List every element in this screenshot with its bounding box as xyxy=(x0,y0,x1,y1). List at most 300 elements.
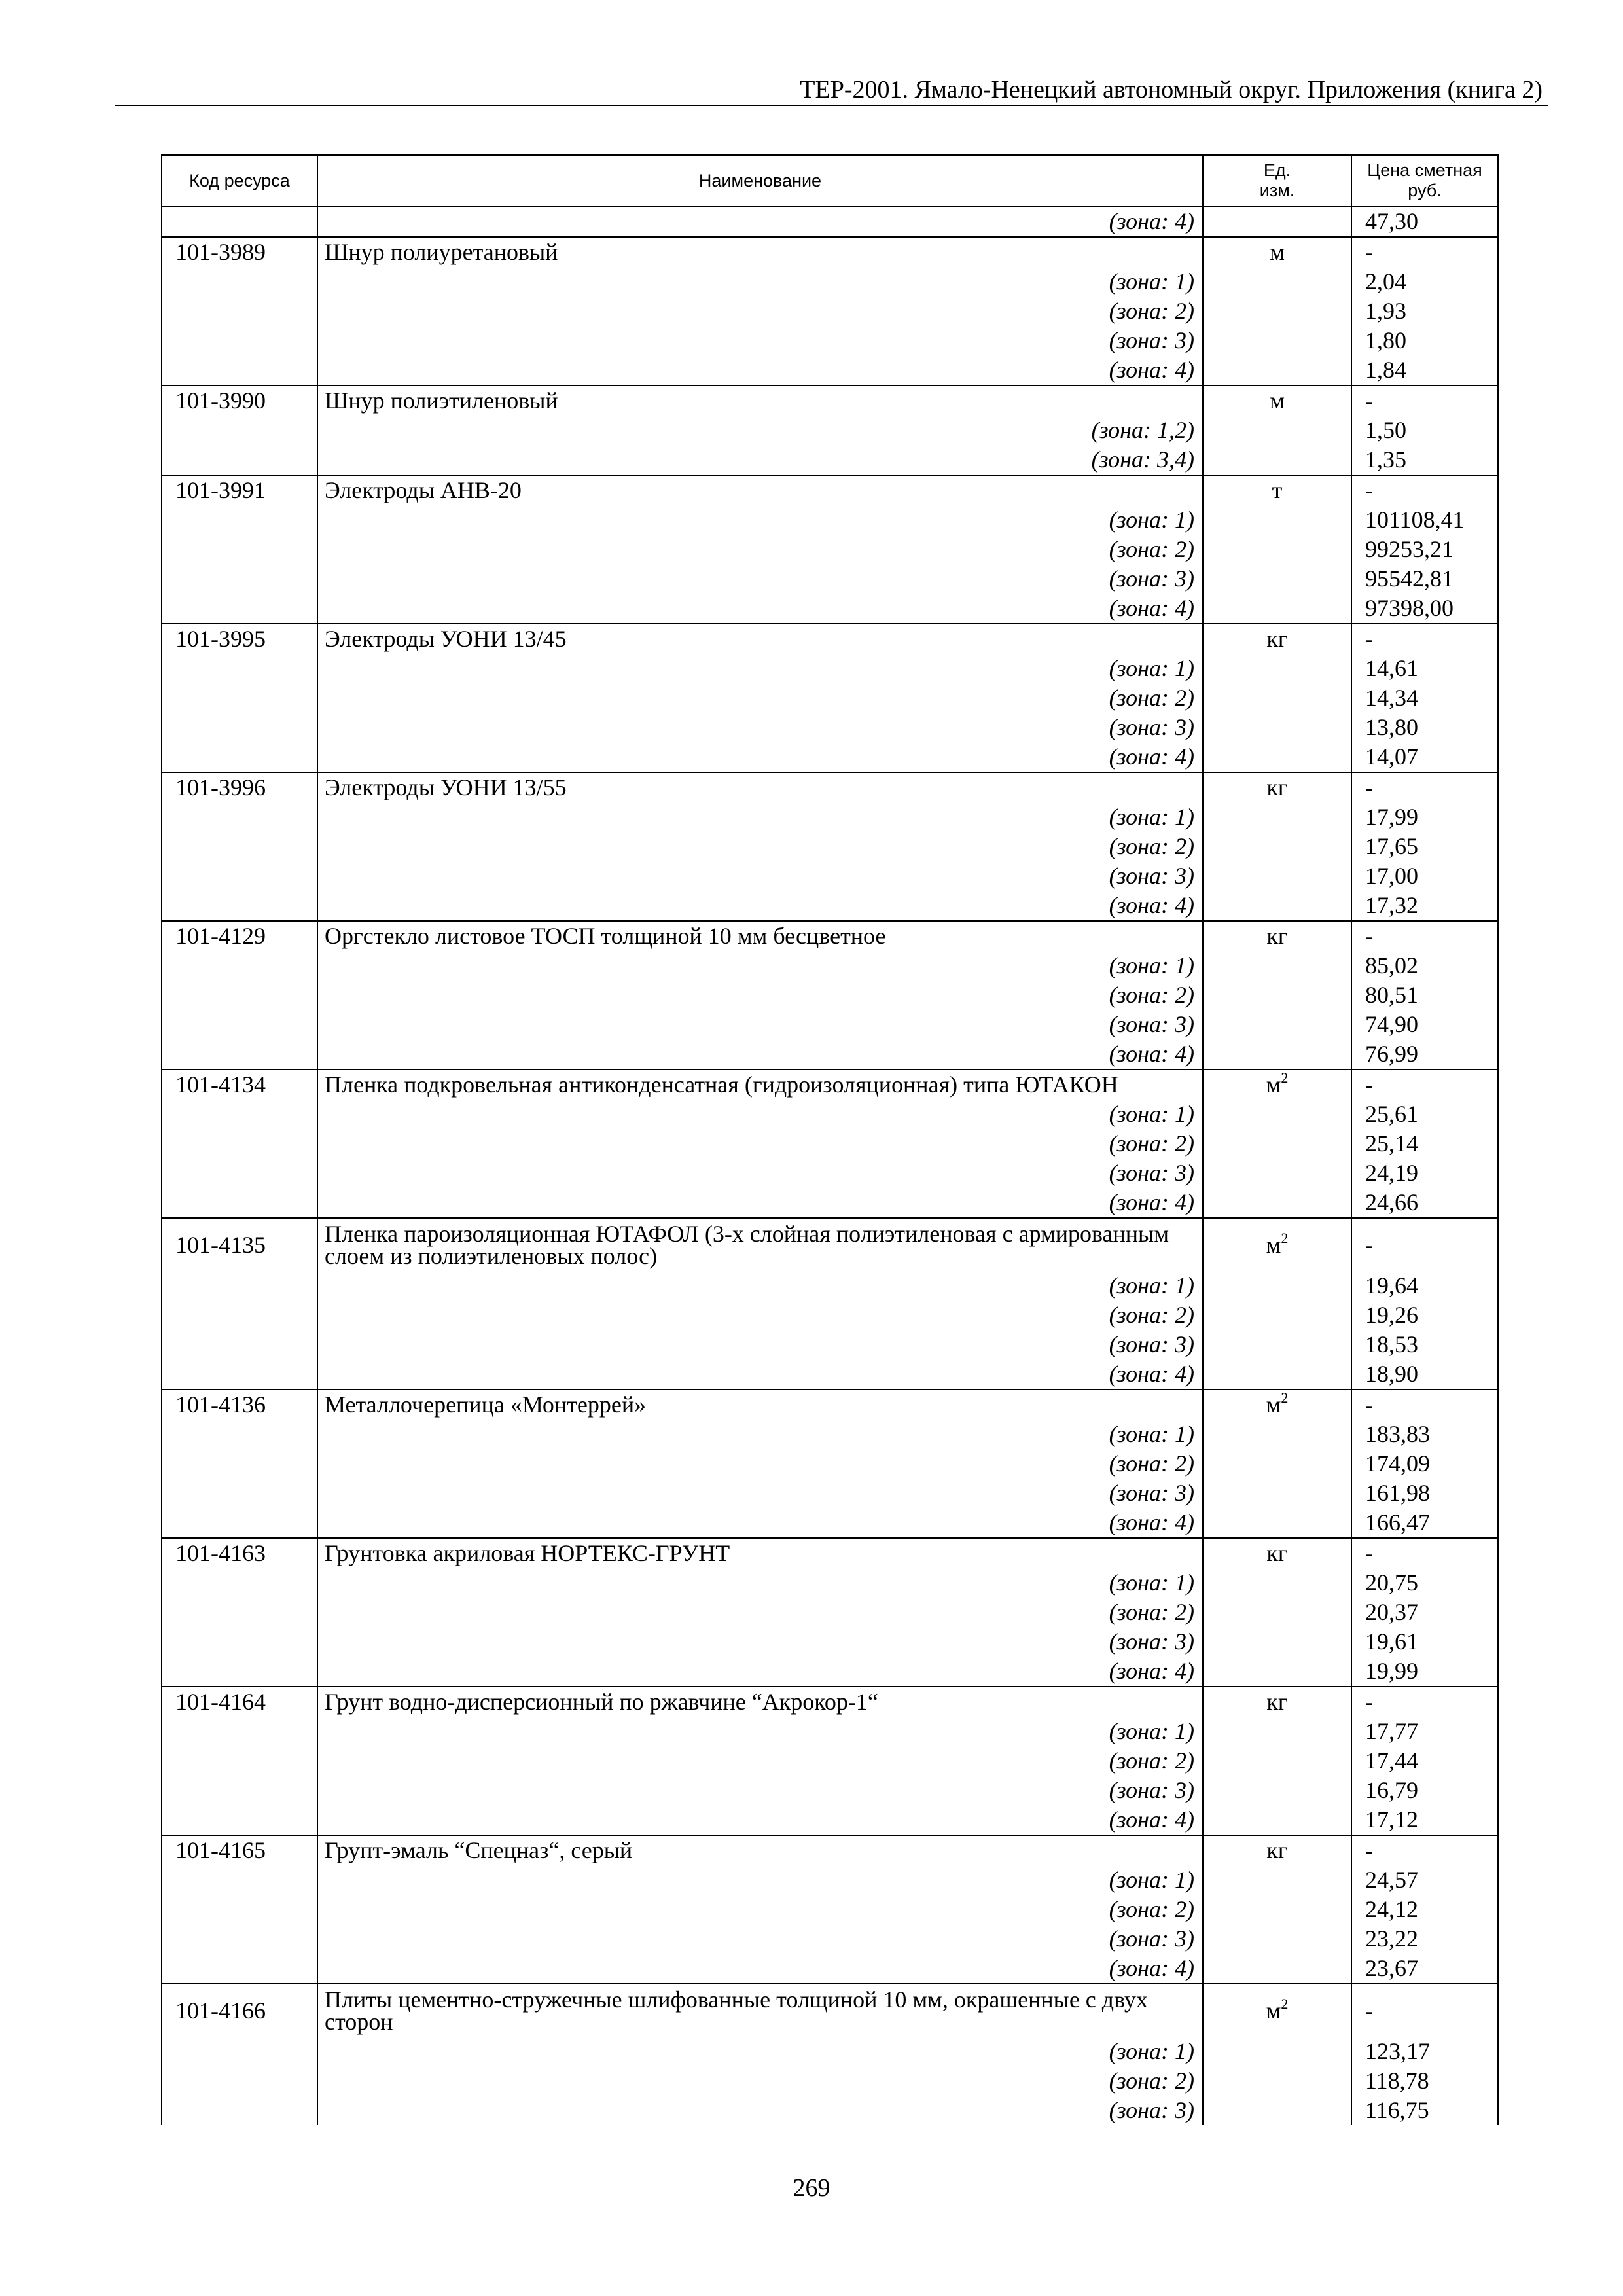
zone-row xyxy=(162,505,1498,535)
zone-unit-cell xyxy=(1203,1359,1351,1390)
zone-label: (зона: 1) xyxy=(317,2037,1203,2066)
zone-price: 23,22 xyxy=(1351,1924,1498,1954)
table-row xyxy=(162,1218,1498,1271)
zone-label: (зона: 2) xyxy=(317,2066,1203,2096)
zone-row xyxy=(162,355,1498,386)
zone-code-cell xyxy=(162,742,317,772)
zone-code-cell xyxy=(162,802,317,832)
zone-code-cell xyxy=(162,1508,317,1538)
unit-cell xyxy=(1203,1835,1351,1865)
zone-row xyxy=(162,1420,1498,1449)
zone-label: (зона: 3,4) xyxy=(317,445,1203,475)
table-row xyxy=(162,475,1498,505)
zone-row xyxy=(162,1129,1498,1158)
zone-label: (зона: 4) xyxy=(317,594,1203,624)
zone-price: 25,14 xyxy=(1351,1129,1498,1158)
zone-label: (зона: 4) xyxy=(317,742,1203,772)
zone-label: (зона: 3) xyxy=(317,1330,1203,1359)
base-price: - xyxy=(1351,237,1498,267)
zone-unit-cell xyxy=(1203,1300,1351,1330)
table-row xyxy=(162,1687,1498,1717)
zone-code-cell xyxy=(162,1330,317,1359)
zone-code-cell xyxy=(162,1717,317,1746)
zone-unit-cell xyxy=(1203,1508,1351,1538)
zone-label: (зона: 2) xyxy=(317,535,1203,564)
zone-row xyxy=(162,1776,1498,1805)
zone-code-cell xyxy=(162,1657,317,1687)
continuation-price: 47,30 xyxy=(1351,206,1498,237)
continuation-code-cell xyxy=(162,206,317,237)
zone-unit-cell xyxy=(1203,416,1351,445)
zone-unit-cell xyxy=(1203,1271,1351,1300)
resource-name: Шнур полиуретановый xyxy=(317,237,1203,267)
zone-unit-cell xyxy=(1203,267,1351,296)
zone-row xyxy=(162,832,1498,861)
zone-label: (зона: 4) xyxy=(317,1657,1203,1687)
zone-price: 19,26 xyxy=(1351,1300,1498,1330)
zone-code-cell xyxy=(162,1188,317,1218)
zone-unit-cell xyxy=(1203,1158,1351,1188)
zone-price: 19,99 xyxy=(1351,1657,1498,1687)
zone-label: (зона: 3) xyxy=(317,1010,1203,1039)
zone-code-cell xyxy=(162,416,317,445)
zone-row xyxy=(162,416,1498,445)
zone-price: 14,07 xyxy=(1351,742,1498,772)
zone-price: 17,00 xyxy=(1351,861,1498,891)
table-row xyxy=(162,921,1498,951)
unit-of-measure: м xyxy=(1270,239,1285,265)
table-row xyxy=(162,237,1498,267)
zone-label: (зона: 3) xyxy=(317,2096,1203,2125)
zone-code-cell xyxy=(162,713,317,742)
zone-code-cell xyxy=(162,832,317,861)
resource-name: Электроды АНВ-20 xyxy=(317,475,1203,505)
zone-code-cell xyxy=(162,1746,317,1776)
continuation-zone-label: (зона: 4) xyxy=(317,206,1203,237)
zone-price: 17,99 xyxy=(1351,802,1498,832)
zone-unit-cell xyxy=(1203,2037,1351,2066)
zone-row xyxy=(162,1039,1498,1069)
zone-unit-cell xyxy=(1203,1420,1351,1449)
base-price: - xyxy=(1351,772,1498,802)
zone-unit-cell xyxy=(1203,1010,1351,1039)
zone-unit-cell xyxy=(1203,683,1351,713)
column-header-unit xyxy=(1203,155,1351,206)
zone-unit-cell xyxy=(1203,980,1351,1010)
unit-cell xyxy=(1203,1687,1351,1717)
resource-code: 101-4129 xyxy=(162,921,317,951)
zone-label: (зона: 1) xyxy=(317,267,1203,296)
zone-code-cell xyxy=(162,980,317,1010)
zone-price: 24,12 xyxy=(1351,1895,1498,1924)
zone-label: (зона: 2) xyxy=(317,1598,1203,1627)
column-header-unit-line1: Ед. xyxy=(1263,160,1291,180)
zone-label: (зона: 2) xyxy=(317,1895,1203,1924)
zone-row xyxy=(162,1865,1498,1895)
column-header-price xyxy=(1351,155,1498,206)
zone-unit-cell xyxy=(1203,296,1351,326)
zone-label: (зона: 4) xyxy=(317,891,1203,921)
zone-code-cell xyxy=(162,1420,317,1449)
zone-price: 17,44 xyxy=(1351,1746,1498,1776)
zone-label: (зона: 4) xyxy=(317,1359,1203,1390)
zone-price: 1,50 xyxy=(1351,416,1498,445)
zone-label: (зона: 3) xyxy=(317,1479,1203,1508)
resource-name: Грунтовка акриловая НОРТЕКС-ГРУНТ xyxy=(317,1538,1203,1568)
continuation-unit-cell xyxy=(1203,206,1351,237)
zone-label: (зона: 3) xyxy=(317,326,1203,355)
zone-label: (зона: 4) xyxy=(317,1188,1203,1218)
page-number: 269 xyxy=(793,2174,830,2202)
zone-price: 1,84 xyxy=(1351,355,1498,386)
zone-row xyxy=(162,891,1498,921)
zone-unit-cell xyxy=(1203,1657,1351,1687)
zone-unit-cell xyxy=(1203,2096,1351,2125)
zone-row xyxy=(162,1479,1498,1508)
zone-label: (зона: 4) xyxy=(317,1954,1203,1984)
zone-price: 23,67 xyxy=(1351,1954,1498,1984)
resource-name: Оргстекло листовое ТОСП толщиной 10 мм бесцветное xyxy=(317,921,1203,951)
zone-price: 20,37 xyxy=(1351,1598,1498,1627)
zone-price: 17,32 xyxy=(1351,891,1498,921)
resource-code: 101-3995 xyxy=(162,624,317,654)
zone-row xyxy=(162,326,1498,355)
zone-code-cell xyxy=(162,1776,317,1805)
zone-unit-cell xyxy=(1203,1039,1351,1069)
zone-row xyxy=(162,742,1498,772)
zone-price: 97398,00 xyxy=(1351,594,1498,624)
zone-code-cell xyxy=(162,1598,317,1627)
zone-price: 20,75 xyxy=(1351,1568,1498,1598)
base-price: - xyxy=(1351,386,1498,416)
zone-price: 80,51 xyxy=(1351,980,1498,1010)
unit-cell xyxy=(1203,1984,1351,2037)
zone-code-cell xyxy=(162,861,317,891)
zone-code-cell xyxy=(162,1300,317,1330)
base-price: - xyxy=(1351,1390,1498,1420)
zone-price: 14,61 xyxy=(1351,654,1498,683)
header-rule xyxy=(115,105,1548,106)
zone-label: (зона: 3) xyxy=(317,861,1203,891)
zone-price: 18,53 xyxy=(1351,1330,1498,1359)
zone-unit-cell xyxy=(1203,1627,1351,1657)
zone-code-cell xyxy=(162,2096,317,2125)
resource-code: 101-3996 xyxy=(162,772,317,802)
zone-label: (зона: 4) xyxy=(317,355,1203,386)
zone-price: 1,35 xyxy=(1351,445,1498,475)
zone-code-cell xyxy=(162,1865,317,1895)
unit-cell xyxy=(1203,1390,1351,1420)
zone-unit-cell xyxy=(1203,1330,1351,1359)
zone-label: (зона: 2) xyxy=(317,683,1203,713)
zone-code-cell xyxy=(162,2066,317,2096)
zone-price: 101108,41 xyxy=(1351,505,1498,535)
zone-price: 24,19 xyxy=(1351,1158,1498,1188)
resource-name: Пленка пароизоляционная ЮТАФОЛ (3-х слойная полиэтиленовая с армированным слоем из полиэтиленовых полос) xyxy=(317,1218,1203,1271)
resource-code: 101-4136 xyxy=(162,1390,317,1420)
zone-code-cell xyxy=(162,296,317,326)
zone-code-cell xyxy=(162,1271,317,1300)
zone-code-cell xyxy=(162,594,317,624)
zone-row xyxy=(162,951,1498,980)
zone-row xyxy=(162,1508,1498,1538)
resource-name: Грунт водно-дисперсионный по ржавчине “Акрокор-1“ xyxy=(317,1687,1203,1717)
unit-of-measure: кг xyxy=(1266,1540,1288,1566)
zone-row xyxy=(162,2066,1498,2096)
zone-price: 74,90 xyxy=(1351,1010,1498,1039)
unit-of-measure: кг xyxy=(1266,1689,1288,1715)
zone-price: 25,61 xyxy=(1351,1100,1498,1129)
resource-name: Групт-эмаль “Спецназ“, серый xyxy=(317,1835,1203,1865)
zone-label: (зона: 1,2) xyxy=(317,416,1203,445)
unit-cell xyxy=(1203,624,1351,654)
table-row xyxy=(162,772,1498,802)
zone-unit-cell xyxy=(1203,1895,1351,1924)
zone-unit-cell xyxy=(1203,326,1351,355)
zone-label: (зона: 4) xyxy=(317,1508,1203,1538)
zone-label: (зона: 1) xyxy=(317,1717,1203,1746)
unit-cell xyxy=(1203,921,1351,951)
resource-code: 101-4164 xyxy=(162,1687,317,1717)
zone-row xyxy=(162,1746,1498,1776)
column-header-code: Код ресурса xyxy=(162,155,317,206)
zone-unit-cell xyxy=(1203,802,1351,832)
zone-row xyxy=(162,713,1498,742)
zone-row xyxy=(162,1598,1498,1627)
unit-superscript: 2 xyxy=(1281,1390,1289,1406)
zone-label: (зона: 4) xyxy=(317,1805,1203,1835)
base-price: - xyxy=(1351,921,1498,951)
zone-label: (зона: 2) xyxy=(317,1300,1203,1330)
zone-row xyxy=(162,564,1498,594)
table-row xyxy=(162,386,1498,416)
unit-cell xyxy=(1203,237,1351,267)
unit-cell xyxy=(1203,475,1351,505)
zone-code-cell xyxy=(162,355,317,386)
table-row xyxy=(162,1984,1498,2037)
unit-cell xyxy=(1203,1538,1351,1568)
zone-code-cell xyxy=(162,1100,317,1129)
zone-unit-cell xyxy=(1203,1100,1351,1129)
zone-code-cell xyxy=(162,2037,317,2066)
zone-label: (зона: 1) xyxy=(317,654,1203,683)
zone-row xyxy=(162,802,1498,832)
zone-unit-cell xyxy=(1203,535,1351,564)
resource-code: 101-4163 xyxy=(162,1538,317,1568)
zone-unit-cell xyxy=(1203,713,1351,742)
zone-unit-cell xyxy=(1203,861,1351,891)
zone-code-cell xyxy=(162,1568,317,1598)
zone-price: 18,90 xyxy=(1351,1359,1498,1390)
zone-code-cell xyxy=(162,267,317,296)
base-price: - xyxy=(1351,1218,1498,1271)
zone-code-cell xyxy=(162,1010,317,1039)
zone-price: 1,93 xyxy=(1351,296,1498,326)
zone-label: (зона: 3) xyxy=(317,713,1203,742)
resource-code: 101-4166 xyxy=(162,1984,317,2037)
zone-price: 99253,21 xyxy=(1351,535,1498,564)
zone-price: 183,83 xyxy=(1351,1420,1498,1449)
unit-of-measure: кг xyxy=(1266,1837,1288,1863)
price-table xyxy=(161,154,1499,2125)
zone-unit-cell xyxy=(1203,1188,1351,1218)
zone-label: (зона: 3) xyxy=(317,1924,1203,1954)
zone-unit-cell xyxy=(1203,564,1351,594)
zone-code-cell xyxy=(162,654,317,683)
unit-of-measure: м xyxy=(1266,1071,1281,1098)
zone-code-cell xyxy=(162,1359,317,1390)
zone-price: 19,64 xyxy=(1351,1271,1498,1300)
zone-label: (зона: 1) xyxy=(317,802,1203,832)
resource-code: 101-3991 xyxy=(162,475,317,505)
zone-unit-cell xyxy=(1203,951,1351,980)
zone-row xyxy=(162,1271,1498,1300)
zone-label: (зона: 2) xyxy=(317,980,1203,1010)
unit-of-measure: кг xyxy=(1266,774,1288,800)
zone-code-cell xyxy=(162,1479,317,1508)
zone-price: 118,78 xyxy=(1351,2066,1498,2096)
zone-row xyxy=(162,861,1498,891)
zone-code-cell xyxy=(162,951,317,980)
zone-row xyxy=(162,1359,1498,1390)
base-price: - xyxy=(1351,475,1498,505)
resource-code: 101-3990 xyxy=(162,386,317,416)
resource-code: 101-3989 xyxy=(162,237,317,267)
resource-name: Электроды УОНИ 13/45 xyxy=(317,624,1203,654)
zone-label: (зона: 2) xyxy=(317,1129,1203,1158)
table-row xyxy=(162,1538,1498,1568)
zone-code-cell xyxy=(162,683,317,713)
zone-row xyxy=(162,1954,1498,1984)
zone-label: (зона: 3) xyxy=(317,1158,1203,1188)
unit-cell xyxy=(1203,1218,1351,1271)
zone-code-cell xyxy=(162,564,317,594)
zone-row xyxy=(162,1895,1498,1924)
zone-row xyxy=(162,1657,1498,1687)
zone-code-cell xyxy=(162,1158,317,1188)
zone-label: (зона: 1) xyxy=(317,1420,1203,1449)
resource-name: Шнур полиэтиленовый xyxy=(317,386,1203,416)
resource-code: 101-4135 xyxy=(162,1218,317,1271)
continuation-row xyxy=(162,206,1498,237)
table-row xyxy=(162,1069,1498,1100)
zone-row xyxy=(162,2037,1498,2066)
zone-price: 2,04 xyxy=(1351,267,1498,296)
unit-of-measure: м xyxy=(1266,1391,1281,1418)
zone-unit-cell xyxy=(1203,891,1351,921)
zone-unit-cell xyxy=(1203,2066,1351,2096)
zone-label: (зона: 1) xyxy=(317,505,1203,535)
zone-unit-cell xyxy=(1203,1805,1351,1835)
zone-row xyxy=(162,1300,1498,1330)
zone-row xyxy=(162,1717,1498,1746)
zone-price: 17,77 xyxy=(1351,1717,1498,1746)
zone-unit-cell xyxy=(1203,1479,1351,1508)
zone-price: 19,61 xyxy=(1351,1627,1498,1657)
zone-label: (зона: 4) xyxy=(317,1039,1203,1069)
zone-price: 17,65 xyxy=(1351,832,1498,861)
zone-unit-cell xyxy=(1203,654,1351,683)
base-price: - xyxy=(1351,1835,1498,1865)
zone-row xyxy=(162,445,1498,475)
zone-code-cell xyxy=(162,1805,317,1835)
base-price: - xyxy=(1351,1538,1498,1568)
unit-of-measure: т xyxy=(1272,477,1283,503)
column-header-price-line1: Цена сметная xyxy=(1367,160,1482,180)
table-body xyxy=(162,206,1498,2125)
unit-cell xyxy=(1203,772,1351,802)
zone-label: (зона: 1) xyxy=(317,1865,1203,1895)
zone-row xyxy=(162,1188,1498,1218)
zone-price: 166,47 xyxy=(1351,1508,1498,1538)
zone-row xyxy=(162,1924,1498,1954)
unit-cell xyxy=(1203,386,1351,416)
zone-row xyxy=(162,654,1498,683)
zone-row xyxy=(162,535,1498,564)
resource-name: Металлочерепица «Монтеррей» xyxy=(317,1390,1203,1420)
base-price: - xyxy=(1351,1984,1498,2037)
zone-unit-cell xyxy=(1203,832,1351,861)
zone-row xyxy=(162,980,1498,1010)
unit-of-measure: м xyxy=(1270,387,1285,414)
zone-code-cell xyxy=(162,535,317,564)
zone-unit-cell xyxy=(1203,1865,1351,1895)
zone-code-cell xyxy=(162,891,317,921)
resource-name: Пленка подкровельная антиконденсатная (гидроизоляционная) типа ЮТАКОН xyxy=(317,1069,1203,1100)
unit-of-measure: кг xyxy=(1266,626,1288,652)
zone-code-cell xyxy=(162,326,317,355)
table-row xyxy=(162,624,1498,654)
zone-row xyxy=(162,1805,1498,1835)
zone-unit-cell xyxy=(1203,355,1351,386)
zone-label: (зона: 1) xyxy=(317,1100,1203,1129)
zone-code-cell xyxy=(162,1449,317,1479)
zone-unit-cell xyxy=(1203,1746,1351,1776)
zone-price: 116,75 xyxy=(1351,2096,1498,2125)
zone-unit-cell xyxy=(1203,742,1351,772)
unit-of-measure: м xyxy=(1266,1231,1281,1258)
base-price: - xyxy=(1351,624,1498,654)
column-header-unit-line2: изм. xyxy=(1259,181,1295,200)
zone-price: 161,98 xyxy=(1351,1479,1498,1508)
table-row xyxy=(162,1390,1498,1420)
zone-label: (зона: 1) xyxy=(317,1568,1203,1598)
unit-cell xyxy=(1203,1069,1351,1100)
zone-unit-cell xyxy=(1203,505,1351,535)
table-header xyxy=(162,155,1498,206)
zone-row xyxy=(162,296,1498,326)
zone-unit-cell xyxy=(1203,1717,1351,1746)
zone-row xyxy=(162,1449,1498,1479)
zone-price: 24,57 xyxy=(1351,1865,1498,1895)
zone-unit-cell xyxy=(1203,1449,1351,1479)
unit-superscript: 2 xyxy=(1281,1069,1289,1086)
zone-unit-cell xyxy=(1203,1776,1351,1805)
zone-row xyxy=(162,2096,1498,2125)
resource-name: Электроды УОНИ 13/55 xyxy=(317,772,1203,802)
zone-price: 17,12 xyxy=(1351,1805,1498,1835)
zone-row xyxy=(162,1330,1498,1359)
zone-price: 95542,81 xyxy=(1351,564,1498,594)
zone-price: 16,79 xyxy=(1351,1776,1498,1805)
zone-row xyxy=(162,1158,1498,1188)
zone-label: (зона: 2) xyxy=(317,832,1203,861)
zone-price: 76,99 xyxy=(1351,1039,1498,1069)
zone-price: 85,02 xyxy=(1351,951,1498,980)
zone-price: 13,80 xyxy=(1351,713,1498,742)
base-price: - xyxy=(1351,1069,1498,1100)
zone-row xyxy=(162,683,1498,713)
